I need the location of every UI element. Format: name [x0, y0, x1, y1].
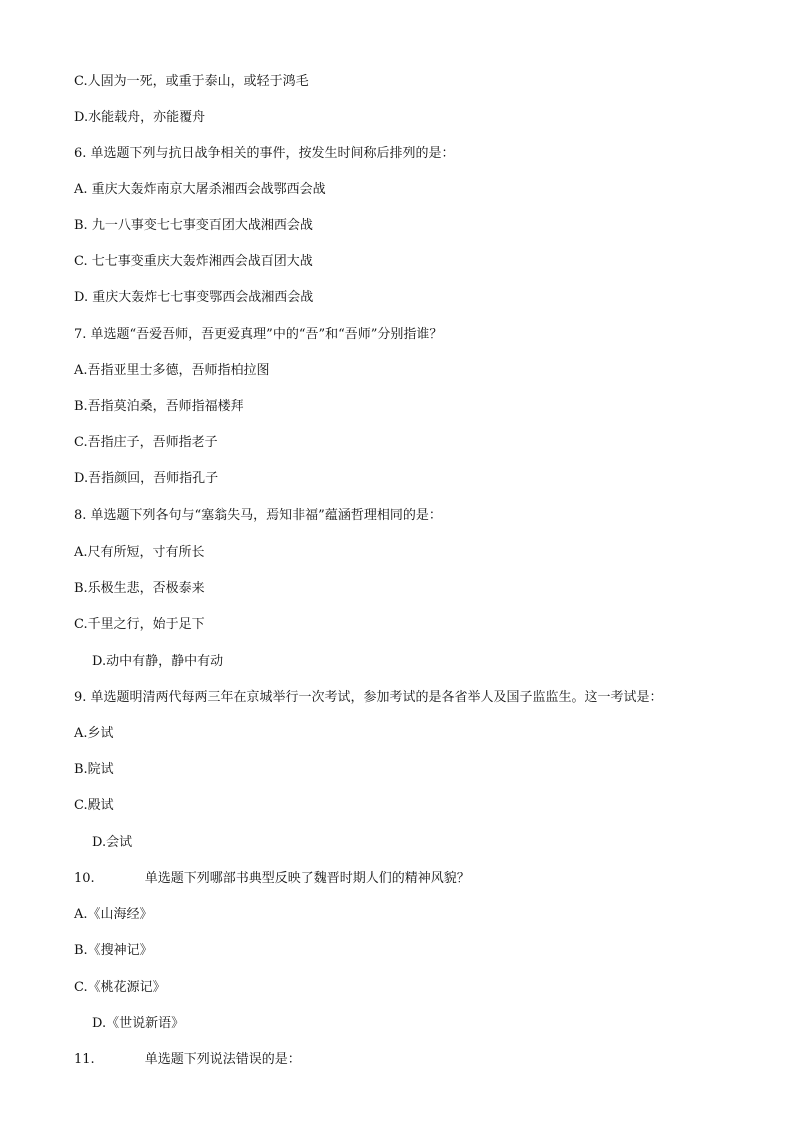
question-line: 7. 单选题“吾爱吾师，吾更爱真理”中的“吾”和“吾师”分别指谁？: [74, 327, 443, 342]
option-line: B.乐极生悲，否极泰来: [74, 581, 205, 596]
option-line: B. 九一八事变七七事变百团大战湘西会战: [74, 218, 313, 233]
option-line: A.尺有所短，寸有所长: [74, 545, 205, 560]
question-line: 9. 单选题明清两代每两三年在京城举行一次考试，参加考试的是各省举人及国子监监生。这一考试是：: [74, 690, 663, 705]
question-line: [74, 870, 470, 888]
option-line: C.千里之行，始于足下: [74, 617, 205, 632]
option-line: D.《世说新语》: [92, 1016, 185, 1031]
option-line: D.会试: [92, 835, 133, 850]
question-text: 单选题下列说法错误的是：: [144, 1052, 301, 1067]
option-line: D.动中有静，静中有动: [92, 654, 224, 669]
option-line: C.殿试: [74, 798, 114, 813]
question-line: 8. 单选题下列各句与“塞翁失马，焉知非福”蕴涵哲理相同的是：: [74, 508, 442, 523]
option-line: A.《山海经》: [74, 907, 153, 922]
question-line: 6. 单选题下列与抗日战争相关的事件，按发生时间称后排列的是：: [74, 146, 455, 161]
option-line: B.《搜神记》: [74, 943, 153, 958]
option-line: D.吾指颜回，吾师指孔子: [74, 471, 219, 486]
option-line: D. 重庆大轰炸七七事变鄂西会战湘西会战: [74, 290, 314, 305]
question-number: 10.: [74, 871, 95, 886]
question-text: 单选题下列哪部书典型反映了魏晋时期人们的精神风貌？: [144, 871, 470, 886]
option-line: B.院试: [74, 762, 114, 777]
option-line: C.吾指庄子，吾师指老子: [74, 435, 218, 450]
question-number: 11.: [74, 1052, 95, 1067]
option-line: A.吾指亚里士多德，吾师指柏拉图: [74, 363, 270, 378]
option-line: C.《桃花源记》: [74, 980, 166, 995]
option-line: C.人固为一死，或重于泰山，或轻于鸿毛: [74, 74, 309, 89]
option-line: B.吾指莫泊桑，吾师指福楼拜: [74, 399, 244, 414]
option-line: D.水能载舟，亦能覆舟: [74, 110, 206, 125]
option-line: A.乡试: [74, 726, 114, 741]
question-line: [74, 1051, 301, 1069]
option-line: C. 七七事变重庆大轰炸湘西会战百团大战: [74, 254, 313, 269]
option-line: A. 重庆大轰炸南京大屠杀湘西会战鄂西会战: [74, 182, 326, 197]
